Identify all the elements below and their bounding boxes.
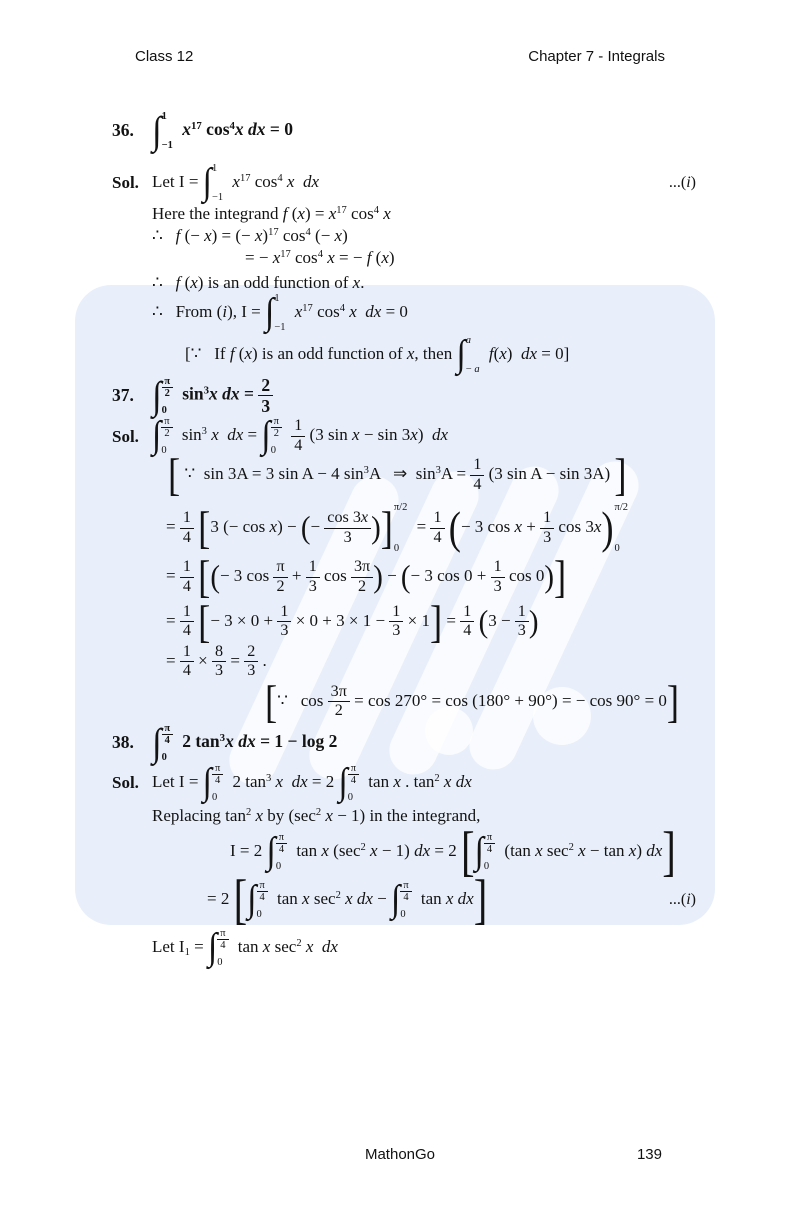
class-label: Class 12 (135, 48, 194, 65)
math-expression: ∴ f (x) is an odd function of x. (152, 272, 365, 292)
math-expression: Here the integrand f $(x) = x^{17}$ $\cos^4 x$ (152, 204, 391, 223)
math-expression: [∵ cos $\frac{3\pi}{2}$ = cos 270° = cos (180° + 90°) = − cos 90° = 0] (265, 675, 680, 727)
problem-statement-row (112, 720, 696, 765)
solution-line (112, 449, 696, 501)
solution-label: Sol. (112, 773, 139, 793)
math-expression: = 2 [∫ $\frac{\pi}{4}$ 0 tan x $\sec^2 x$ dx − ∫ $\frac{\pi}{4}$ 0 tan x dx] (207, 869, 488, 930)
solution-line (112, 225, 696, 246)
problem-statement: ∫ 1 −1 $x^{17}$ $\cos^4x$ dx = 0 (152, 108, 294, 153)
solution-line (112, 675, 696, 727)
solution-line (112, 551, 696, 603)
solution-line (112, 763, 696, 803)
math-expression: I = 2 ∫ $\frac{\pi}{4}$ 0 tan x ($\sec^2$ x − 1) dx = 2 [∫ $\frac{\pi}{4}$ 0 (tan x $\sec^2 x - \tan x$) dx] (230, 821, 676, 882)
solution-line (112, 272, 696, 293)
math-expression: Let $I_1$ = ∫ $\frac{\pi}{4}$ 0 tan x $\sec^2 x$ dx (152, 927, 338, 969)
solution-label: Sol. (112, 426, 139, 446)
solution-line (112, 869, 696, 930)
problem-number: 36. (112, 120, 134, 141)
math-expression: Let I = ∫ 1 −1 $x^{17}$ $\cos^4 x$ dx (152, 161, 320, 204)
math-expression: ∴ f (− x) = (− x)$^{17}$ $\cos^4$ (− x) (152, 226, 348, 246)
math-expression: Let I = ∫ $\frac{\pi}{4}$ 0 2 $\tan^3 x$ dx = 2 ∫ $\frac{\pi}{4}$ 0 tan x . $\tan^2 x$ dx (152, 761, 472, 804)
solution-line (112, 203, 696, 224)
problem-statement-row (112, 375, 696, 416)
solutions-content (0, 108, 800, 969)
solution-line (112, 293, 696, 333)
solution-line (112, 821, 696, 882)
problem-statement: ∫ $\frac{\pi}{2}$ 0 $\sin^3x$ dx = $\frac{2}{3}$ (152, 375, 273, 416)
math-expression: ∫ $\frac{\pi}{2}$ 0 $\sin^3 x$ dx = ∫ $\frac{\pi}{2}$ 0 $\frac{1}{4}$ (3 sin x − sin 3x) dx (152, 414, 449, 457)
math-expression: Replacing $\tan^2 x$ by ($\sec^2$ x − 1) in the integrand, (152, 806, 481, 826)
page-header (0, 0, 800, 65)
problem-number: 37. (112, 384, 134, 405)
solution-line (112, 595, 696, 647)
problem-number: 38. (112, 732, 134, 753)
solution-line (112, 163, 696, 203)
page-number: 139 (636, 1146, 662, 1163)
solution-line (112, 502, 696, 554)
equation-tag: ...(i) (668, 891, 696, 909)
solution-line (112, 247, 696, 268)
solution-label: Sol. (112, 173, 139, 193)
solution-line (112, 335, 696, 375)
solution-line (112, 643, 696, 681)
math-expression: = $\frac{1}{4}$ × $\frac{8}{3}$ = $\frac{2}{3}$ . (166, 642, 267, 680)
equation-tag: ...(i) (668, 174, 696, 191)
problem-statement: ∫ $\frac{\pi}{4}$ 0 2 $\tan^3x$ dx = 1 − log 2 (152, 720, 338, 765)
math-expression: = $\frac{1}{4}$ [3 (− cos x) − (− $\frac{\cos 3x}{3}$ )] π/2 0 = $\frac{1}{4}$ (− 3 cos x + $\frac{1}{3}$ cos 3x) π/2 0 (166, 502, 629, 555)
brand-label: MathonGo (364, 1146, 436, 1163)
math-expression: [ ∵ sin 3A = 3 sin A − 4 $\sin^3A$ ⇒ $\sin^3A$ = $\frac{1}{4}$ (3 sin A − sin 3A) ] (168, 449, 627, 501)
math-expression: [∵ If f (x) is an odd function of x, then ∫ a − a f(x) dx = 0] (185, 333, 570, 376)
solution-line (112, 928, 696, 968)
solution-line (112, 416, 696, 456)
math-expression: = $\frac{1}{4}$ [− 3 × 0 + $\frac{1}{3}$ × 0 + 3 × 1 − $\frac{1}{3}$ × 1] = $\frac{1}{4}$ (3 − $\frac{1}{3}$ ) (166, 595, 539, 647)
problem-statement-row (112, 108, 696, 153)
math-expression: ∴ From (i), I = ∫ 1 −1 $x^{17}$ $\cos^4 x$ dx = 0 (152, 291, 408, 334)
math-expression: = − $x^{17}$ $\cos^4 x$ = − f (x) (245, 247, 395, 267)
chapter-label: Chapter 7 - Integrals (528, 48, 665, 65)
math-expression: = $\frac{1}{4}$ [(− 3 cos $\frac{\pi}{2}$ + $\frac{1}{3}$ cos $\frac{3\pi}{2}$ ) − (− 3 cos 0 + $\frac{1}{3}$ cos 0)] (166, 551, 567, 603)
solution-line (112, 805, 696, 826)
